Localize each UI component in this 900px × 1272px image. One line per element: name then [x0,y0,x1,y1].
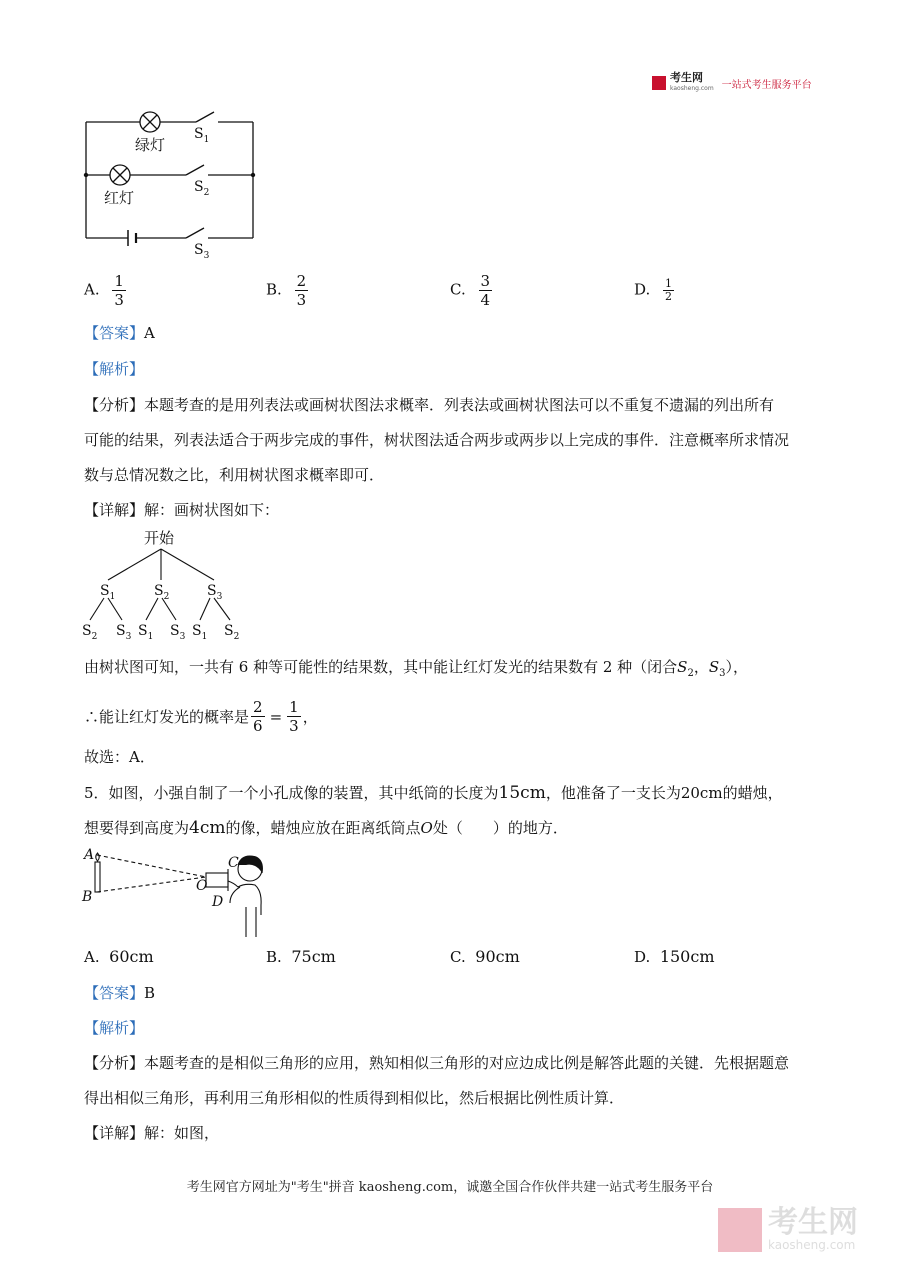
tree-leaf-5: $S_1$ [192,623,208,642]
brand-logo-icon [652,76,666,90]
switch-s2-label: $S_2$ [194,179,210,198]
tree-leaf-2: $S_3$ [116,623,132,642]
point-o-label: O [196,878,208,894]
tree-node-s2: $S_2$ [154,583,170,602]
prob-fraction-2: $\frac{1}{3}$ [289,698,299,735]
q4-option-a: A. $\frac{1}{3}$ [84,272,124,309]
q5-option-d: D. 150cm [634,947,715,966]
tree-leaf-4: $S_3$ [170,623,186,642]
pinhole-figure [80,845,270,940]
watermark-logo-icon [718,1208,762,1252]
green-lamp-label: 绿灯 [135,136,166,154]
logo-url: kaosheng.com [670,85,714,92]
point-d-label: D [212,894,224,910]
tree-root: 开始 [144,529,175,547]
tree-leaf-3: $S_1$ [138,623,154,642]
q4-option-c: C. $\frac{3}{4}$ [450,272,491,309]
q4-analysis-heading: 【解析】 [84,360,145,378]
red-lamp-label: 红灯 [104,189,135,207]
q4-option-b-fraction: $\frac{2}{3}$ [296,272,307,309]
tree-node-s3: $S_3$ [207,583,223,602]
watermark [718,1205,858,1252]
q4-xiangjie: 【详解】解：画树状图如下： [84,501,280,519]
switch-s3-label: $S_3$ [194,242,210,261]
q5-stem-line2: 想要得到高度为4cm的像，蜡烛应放在距离纸筒点O处（ ）的地方． [84,818,568,838]
page-footer: 考生网官方网址为"考生"拼音 kaosheng.com，诚邀全国合作伙伴共建一站式考生服务平台 [186,1180,714,1195]
switch-s1-label: $S_1$ [194,126,210,145]
q4-probability: ∴能让红灯发光的概率是 $\frac{2}{6}$ = $\frac{1}{3}$ ， [84,698,318,735]
q5-fenxi-line1: 【分析】本题考查的是相似三角形的应用，熟知相似三角形的对应边成比例是解答此题的关键．先根据题意 [84,1054,790,1072]
q5-option-c: C. 90cm [450,947,520,966]
watermark-name: 考生网 [768,1205,858,1240]
q4-option-a-fraction: $\frac{1}{3}$ [114,272,124,309]
tree-leaf-6: $S_2$ [224,623,240,642]
q4-answer: 【答案】A [84,324,155,342]
q5-answer: 【答案】B [84,984,156,1002]
q5-option-a: A. 60cm [84,947,154,966]
q5-xiangjie: 【详解】解：如图， [84,1124,220,1142]
header-logo [652,72,812,94]
q4-fenxi-line3: 数与总情况数之比，利用树状图求概率即可． [84,466,385,484]
circuit-diagram [78,100,268,265]
q5-fenxi-line2: 得出相似三角形，再利用三角形相似的性质得到相似比，然后根据比例性质计算． [84,1089,625,1107]
tree-node-s1: $S_1$ [100,583,116,602]
logo-slogan: 一站式考生服务平台 [721,79,812,91]
q4-fenxi-line2: 可能的结果，列表法适合于两步完成的事件，树状图法适合两步或两步以上完成的事件．注意概率所求情况 [84,431,790,449]
q4-conclusion: 由树状图可知，一共有 6 种等可能性的结果数，其中能让红灯发光的结果数有 2 种（闭合$S_2$，$S_3$）， [84,658,749,679]
q5-analysis-heading: 【解析】 [84,1019,145,1037]
q5-stem-line1: 5．如图，小强自制了一个小孔成像的装置，其中纸筒的长度为15cm，他准备了一支长为20cm的蜡烛， [84,783,783,803]
q4-choose: 故选：A． [84,748,155,766]
point-a-label: A [84,847,95,863]
q5-option-b: B. 75cm [266,947,336,966]
point-c-label: C [228,855,239,871]
tree-diagram [76,525,256,645]
tree-leaf-1: $S_2$ [82,623,98,642]
point-b-label: B [82,889,93,905]
q4-option-d-fraction: $\frac{1}{2}$ [665,277,673,303]
q4-fenxi-line1: 【分析】本题考查的是用列表法或画树状图法求概率．列表法或画树状图法可以不重复不遗漏的列出所有 [84,396,775,414]
logo-name: 考生网 [670,71,703,84]
prob-fraction-1: $\frac{2}{6}$ [253,698,263,735]
q4-option-c-fraction: $\frac{3}{4}$ [480,272,491,309]
q4-option-b: B. $\frac{2}{3}$ [266,272,307,309]
q4-option-d: D. $\frac{1}{2}$ [634,277,673,303]
watermark-url: kaosheng.com [768,1238,856,1252]
